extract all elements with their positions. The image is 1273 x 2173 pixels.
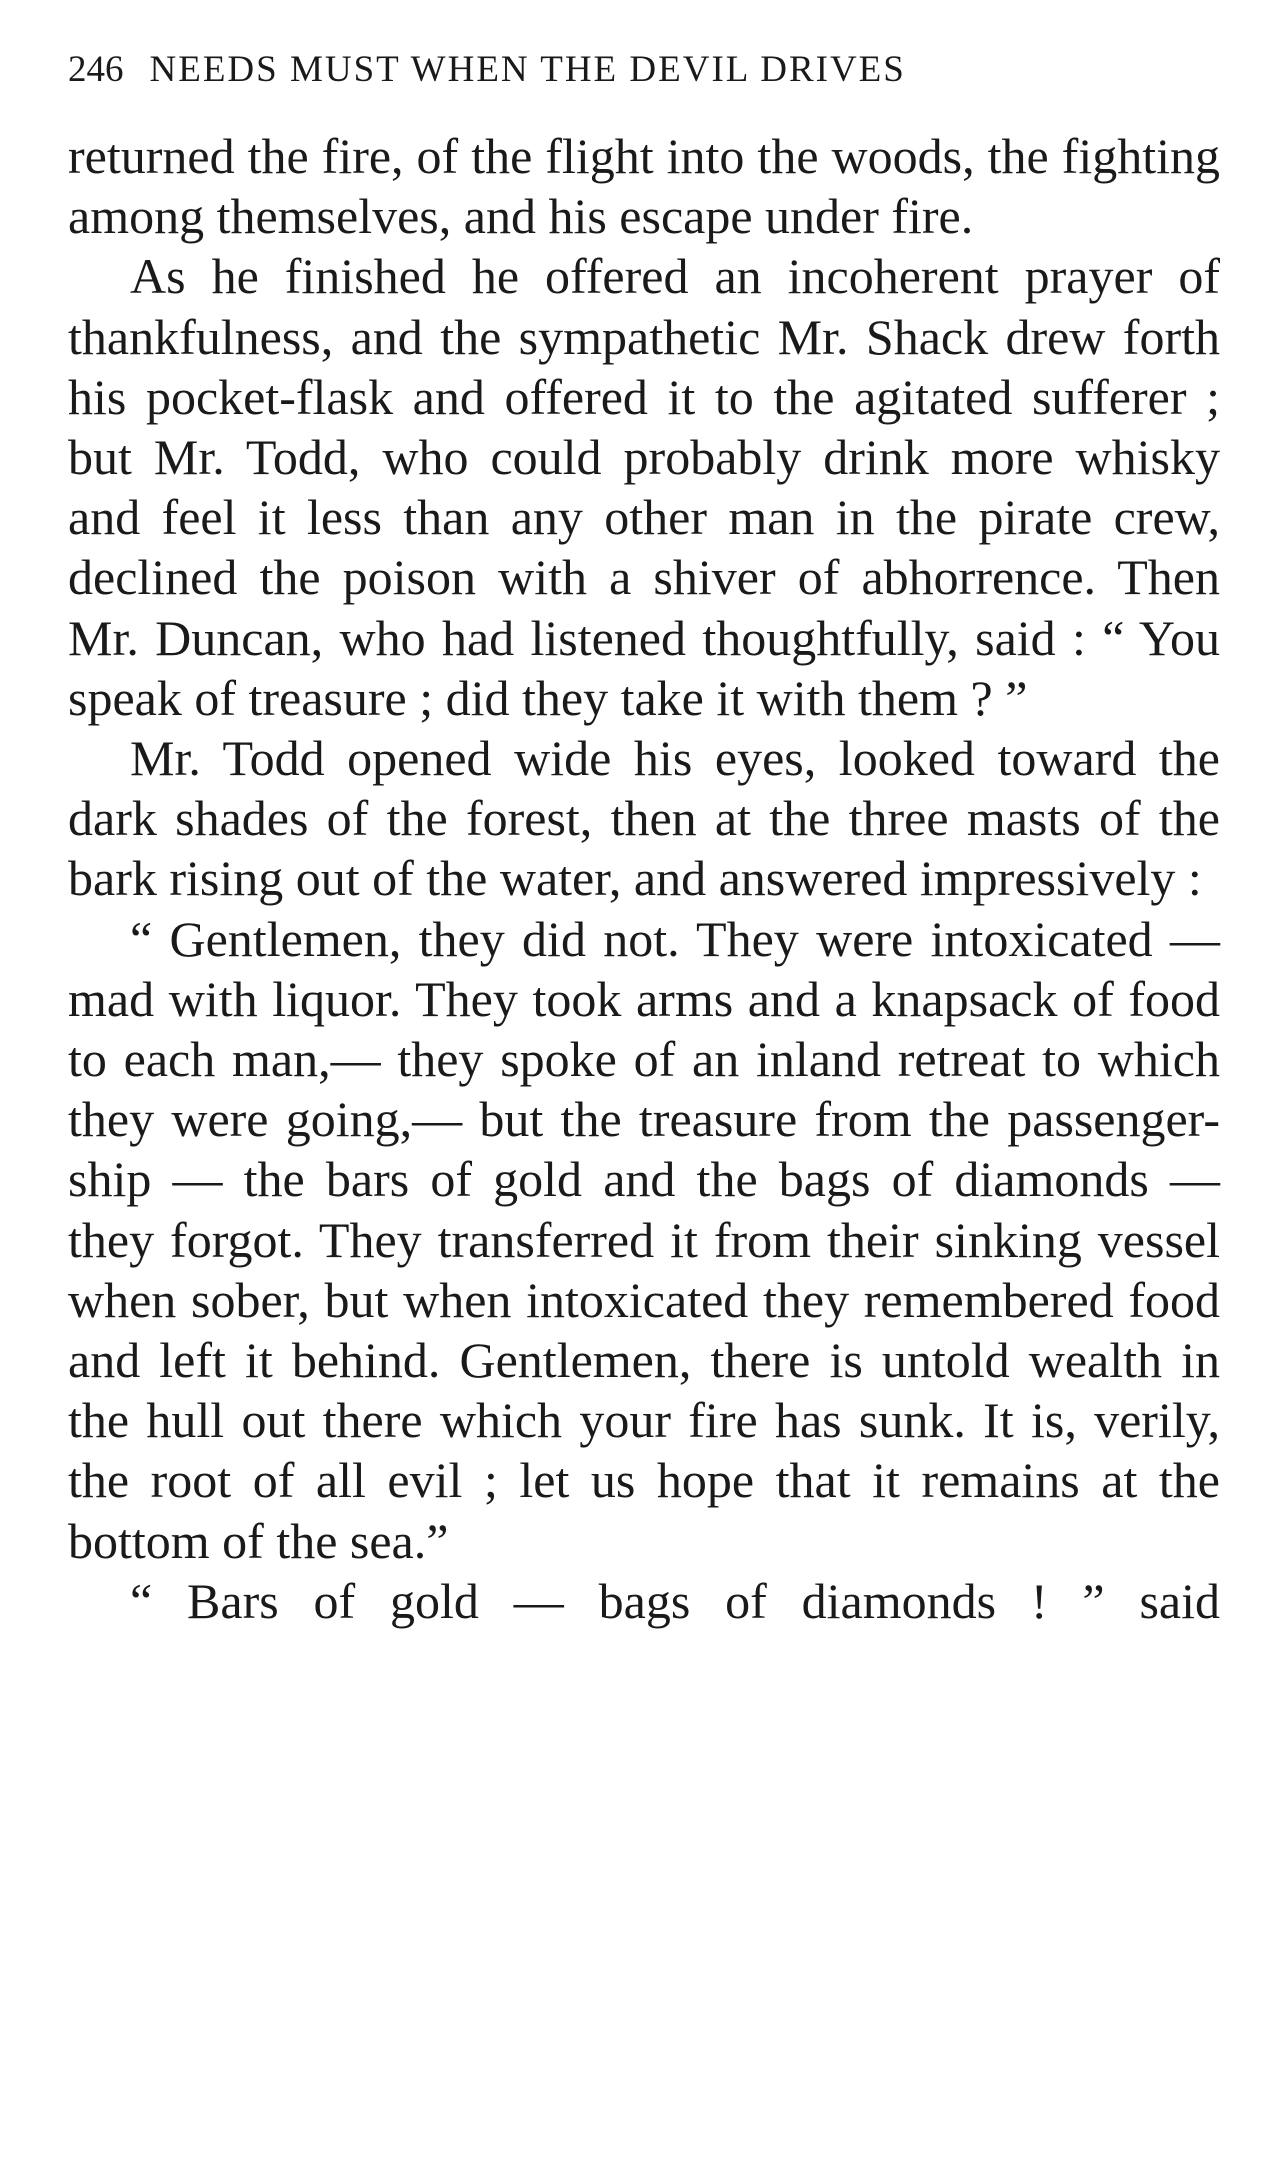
paragraph: As he finished he offered an incoherent prayer of thankfulness, and the sympathetic Mr. Shack drew forth his pocket-flask and offered it to the agitated sufferer ; but Mr. Todd, who could probably drink more whisky and feel it less than any other man in the pirate crew, declined the poison with a shiver of abhorrence. Then Mr. Duncan, who had listened thoughtfully, said : “ You speak of treasure ; did they take it with them ? ” xyxy=(68,248,1220,726)
paragraph: “ Gentlemen, they did not. They were intoxicated — mad with liquor. They took arms and a knapsack of food to each man,— they spoke of an inland retreat to which they were going,— but the treasure from the passenger-ship — the bars of gold and the bags of diamonds — they forgot. They transferred it from their sinking vessel when sober, but when intoxicated they remembered food and left it behind. Gentlemen, there is untold wealth in the hull out there which your fire has sunk. It is, verily, the root of all evil ; let us hope that it remains at the bottom of the sea.” xyxy=(68,910,1220,1569)
paragraph-continued: returned the fire, of the flight into the woods, the fighting among themselves, and his escape under fire. xyxy=(68,128,1220,245)
paragraph: Mr. Todd opened wide his eyes, looked toward the dark shades of the forest, then at the three masts of the bark rising out of the water, and answered impressively : xyxy=(68,730,1220,907)
page-number: 246 xyxy=(68,49,124,90)
running-head xyxy=(68,40,1220,126)
text-body xyxy=(68,126,1220,1631)
running-title: NEEDS MUST WHEN THE DEVIL DRIVES xyxy=(149,49,906,90)
book-page xyxy=(68,40,1220,1631)
paragraph: “ Bars of gold — bags of diamonds ! ” said xyxy=(130,1572,1220,1629)
